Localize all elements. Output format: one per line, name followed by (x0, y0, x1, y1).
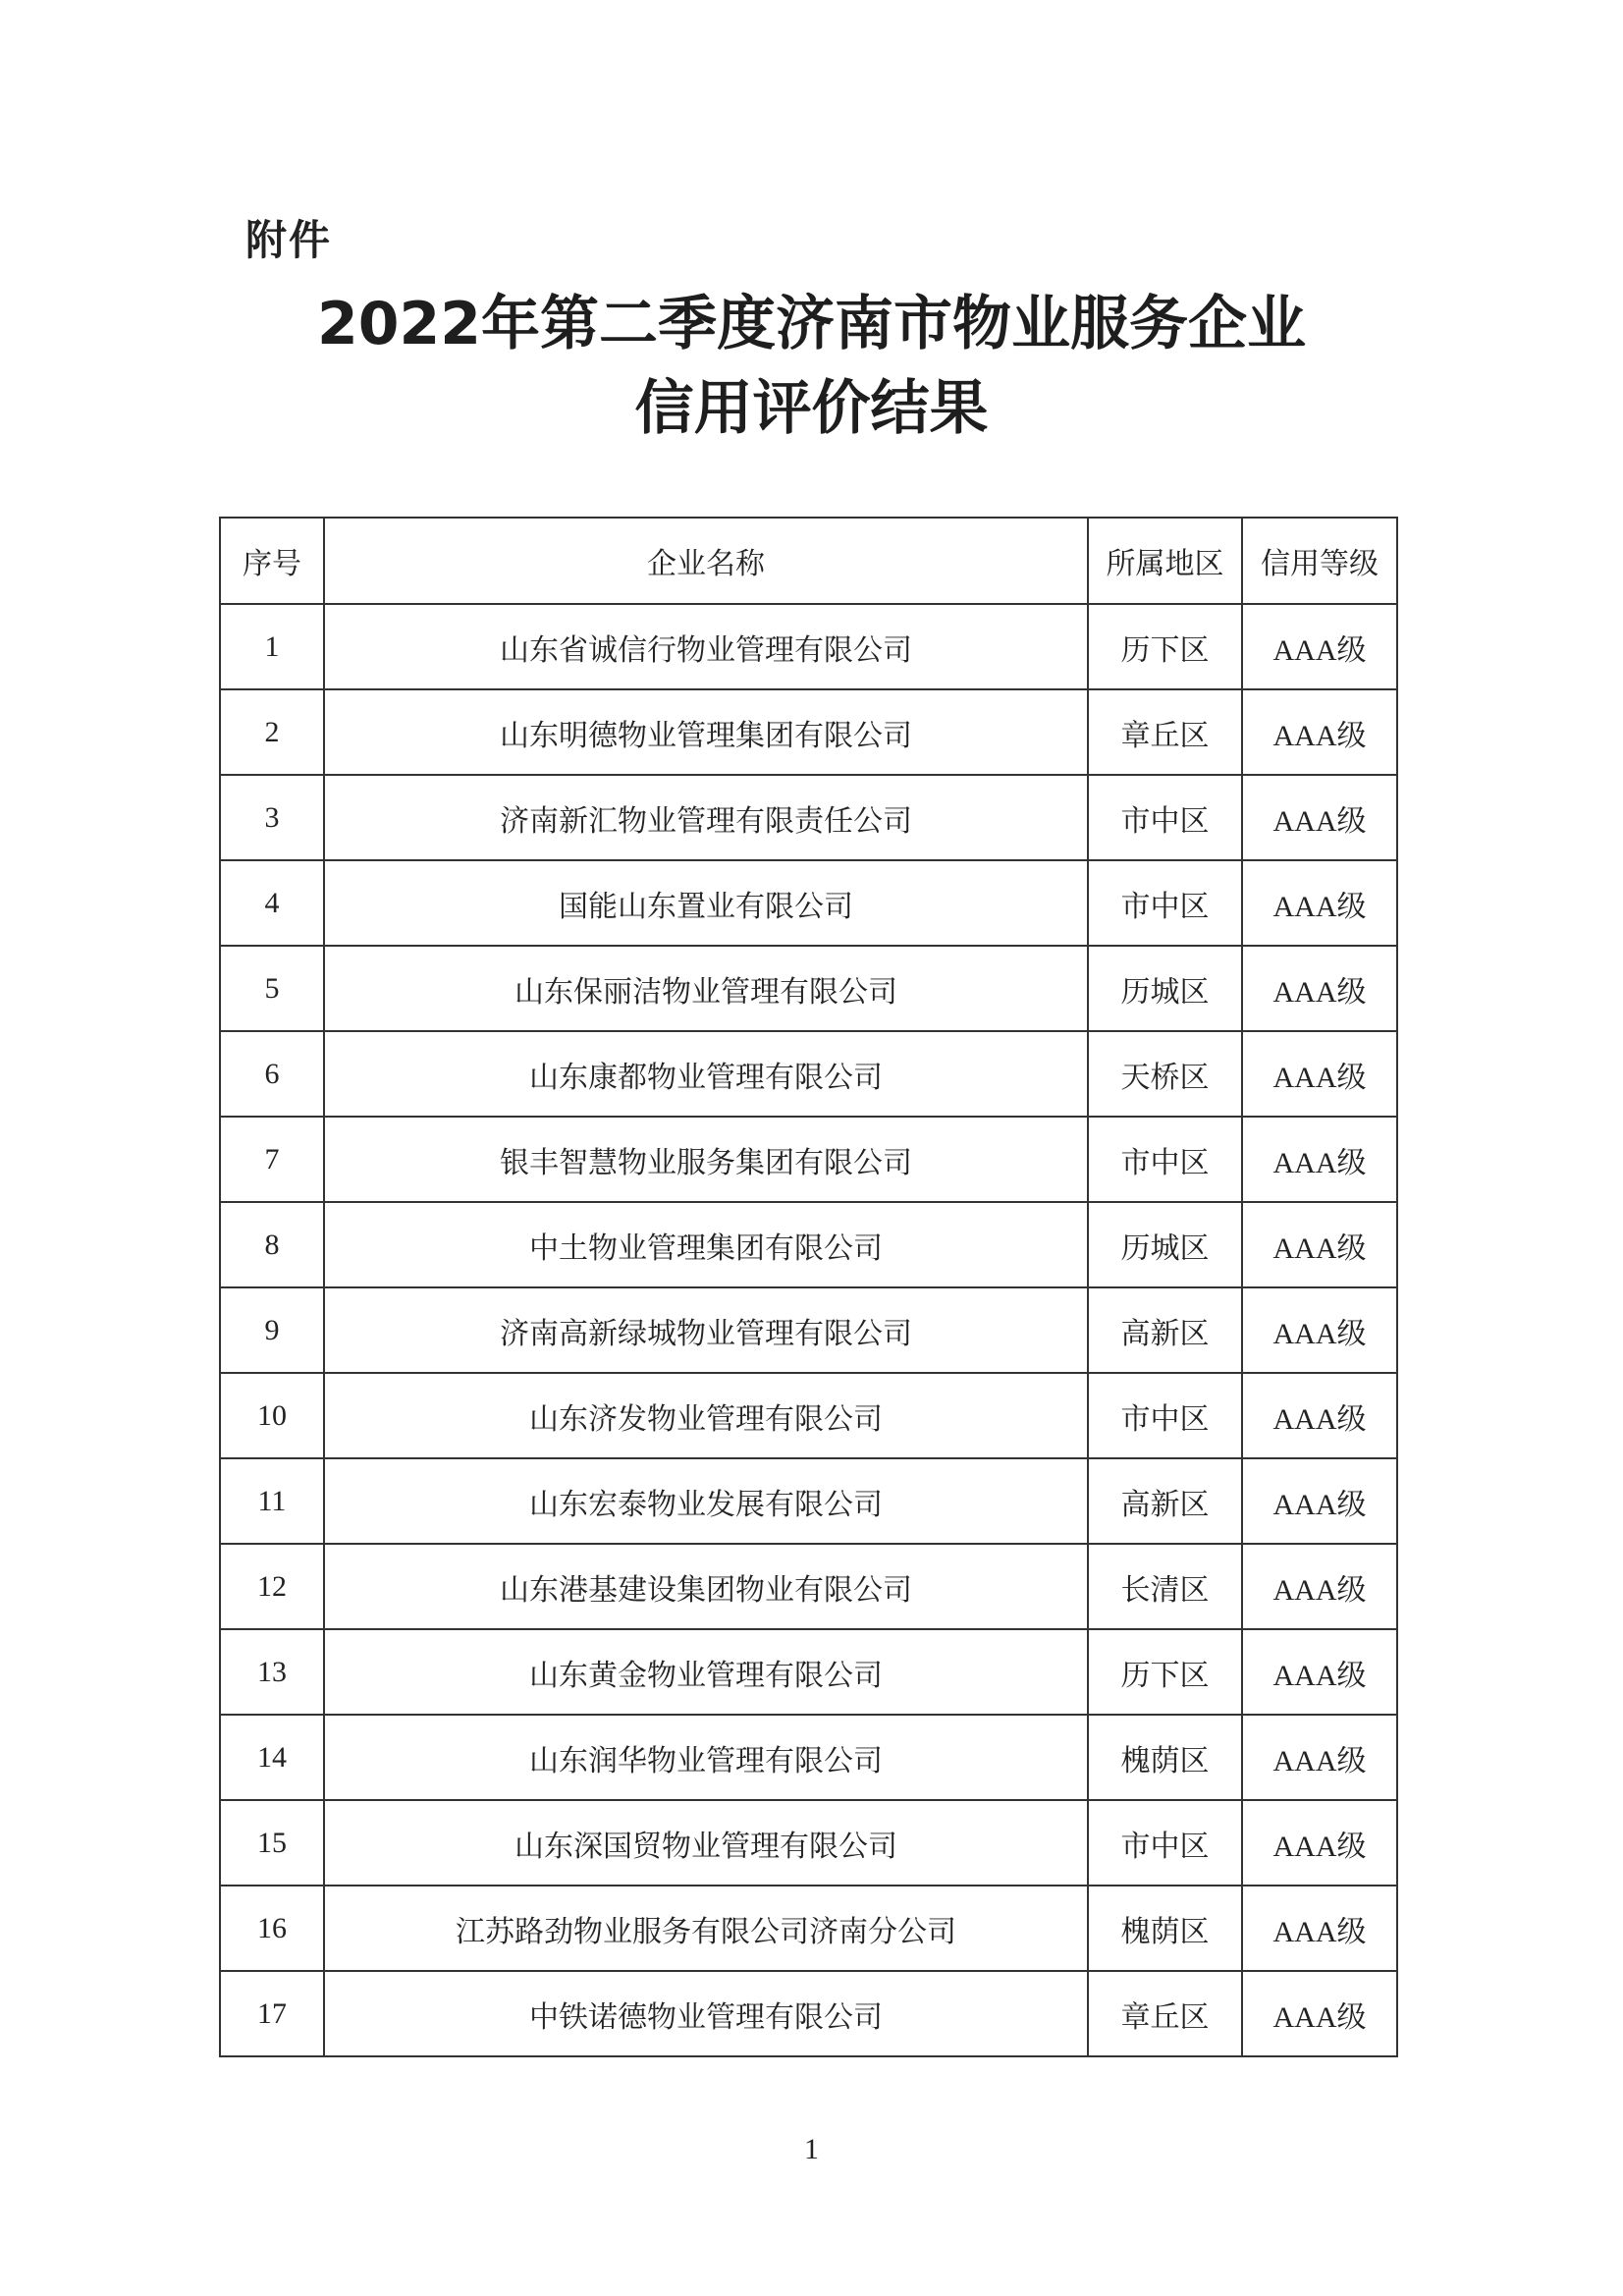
cell-rating: AAA级 (1242, 1715, 1397, 1800)
header-company: 企业名称 (324, 518, 1088, 604)
cell-index: 1 (220, 604, 324, 689)
table-row (220, 860, 1397, 946)
cell-district: 市中区 (1088, 1373, 1242, 1458)
cell-district: 高新区 (1088, 1287, 1242, 1373)
cell-district: 市中区 (1088, 775, 1242, 860)
table-row (220, 1971, 1397, 2056)
cell-company: 山东润华物业管理有限公司 (324, 1715, 1088, 1800)
cell-rating: AAA级 (1242, 604, 1397, 689)
cell-company: 国能山东置业有限公司 (324, 860, 1088, 946)
header-rating: 信用等级 (1242, 518, 1397, 604)
table-row (220, 1287, 1397, 1373)
cell-rating: AAA级 (1242, 946, 1397, 1031)
cell-index: 7 (220, 1117, 324, 1202)
cell-rating: AAA级 (1242, 1886, 1397, 1971)
cell-company: 济南新汇物业管理有限责任公司 (324, 775, 1088, 860)
cell-company: 中土物业管理集团有限公司 (324, 1202, 1088, 1287)
cell-district: 章丘区 (1088, 1971, 1242, 2056)
cell-company: 山东济发物业管理有限公司 (324, 1373, 1088, 1458)
cell-rating: AAA级 (1242, 1117, 1397, 1202)
table-row (220, 946, 1397, 1031)
cell-rating: AAA级 (1242, 1629, 1397, 1715)
cell-index: 11 (220, 1458, 324, 1544)
cell-rating: AAA级 (1242, 1287, 1397, 1373)
cell-company: 山东港基建设集团物业有限公司 (324, 1544, 1088, 1629)
header-index: 序号 (220, 518, 324, 604)
cell-district: 市中区 (1088, 1800, 1242, 1886)
cell-index: 6 (220, 1031, 324, 1117)
cell-district: 历下区 (1088, 1629, 1242, 1715)
cell-rating: AAA级 (1242, 1544, 1397, 1629)
cell-rating: AAA级 (1242, 689, 1397, 775)
cell-company: 山东保丽洁物业管理有限公司 (324, 946, 1088, 1031)
cell-rating: AAA级 (1242, 860, 1397, 946)
cell-district: 历城区 (1088, 1202, 1242, 1287)
cell-rating: AAA级 (1242, 1031, 1397, 1117)
cell-index: 10 (220, 1373, 324, 1458)
cell-rating: AAA级 (1242, 1971, 1397, 2056)
cell-index: 16 (220, 1886, 324, 1971)
table-row (220, 1544, 1397, 1629)
cell-company: 山东省诚信行物业管理有限公司 (324, 604, 1088, 689)
table-row (220, 1800, 1397, 1886)
attachment-label: 附件 (245, 216, 333, 264)
cell-index: 2 (220, 689, 324, 775)
table-header-row (220, 518, 1397, 604)
cell-index: 15 (220, 1800, 324, 1886)
cell-district: 章丘区 (1088, 689, 1242, 775)
header-district: 所属地区 (1088, 518, 1242, 604)
cell-rating: AAA级 (1242, 1800, 1397, 1886)
cell-district: 槐荫区 (1088, 1715, 1242, 1800)
table-row (220, 775, 1397, 860)
cell-company: 银丰智慧物业服务集团有限公司 (324, 1117, 1088, 1202)
table-row (220, 1458, 1397, 1544)
cell-index: 9 (220, 1287, 324, 1373)
cell-district: 长清区 (1088, 1544, 1242, 1629)
cell-district: 历下区 (1088, 604, 1242, 689)
cell-index: 12 (220, 1544, 324, 1629)
cell-company: 济南高新绿城物业管理有限公司 (324, 1287, 1088, 1373)
document-title-line1: 2022年第二季度济南市物业服务企业 (317, 290, 1306, 358)
table-row (220, 689, 1397, 775)
table-row (220, 1715, 1397, 1800)
cell-index: 13 (220, 1629, 324, 1715)
cell-rating: AAA级 (1242, 1202, 1397, 1287)
table-row (220, 1629, 1397, 1715)
cell-rating: AAA级 (1242, 1373, 1397, 1458)
cell-district: 高新区 (1088, 1458, 1242, 1544)
table-row (220, 1202, 1397, 1287)
cell-index: 4 (220, 860, 324, 946)
cell-district: 槐荫区 (1088, 1886, 1242, 1971)
cell-company: 山东宏泰物业发展有限公司 (324, 1458, 1088, 1544)
cell-index: 3 (220, 775, 324, 860)
cell-index: 5 (220, 946, 324, 1031)
cell-district: 天桥区 (1088, 1031, 1242, 1117)
cell-index: 14 (220, 1715, 324, 1800)
cell-district: 市中区 (1088, 860, 1242, 946)
cell-index: 8 (220, 1202, 324, 1287)
page-number: 1 (804, 2133, 819, 2165)
cell-company: 山东黄金物业管理有限公司 (324, 1629, 1088, 1715)
credit-rating-table (219, 517, 1398, 2057)
cell-company: 山东深国贸物业管理有限公司 (324, 1800, 1088, 1886)
cell-company: 中铁诺德物业管理有限公司 (324, 1971, 1088, 2056)
cell-company: 山东明德物业管理集团有限公司 (324, 689, 1088, 775)
table-row (220, 1117, 1397, 1202)
table-row (220, 1373, 1397, 1458)
cell-company: 山东康都物业管理有限公司 (324, 1031, 1088, 1117)
cell-district: 历城区 (1088, 946, 1242, 1031)
cell-rating: AAA级 (1242, 775, 1397, 860)
table-row (220, 604, 1397, 689)
table-row (220, 1886, 1397, 1971)
cell-district: 市中区 (1088, 1117, 1242, 1202)
cell-rating: AAA级 (1242, 1458, 1397, 1544)
cell-company: 江苏路劲物业服务有限公司济南分公司 (324, 1886, 1088, 1971)
document-title-line2: 信用评价结果 (634, 374, 989, 443)
cell-index: 17 (220, 1971, 324, 2056)
table-row (220, 1031, 1397, 1117)
